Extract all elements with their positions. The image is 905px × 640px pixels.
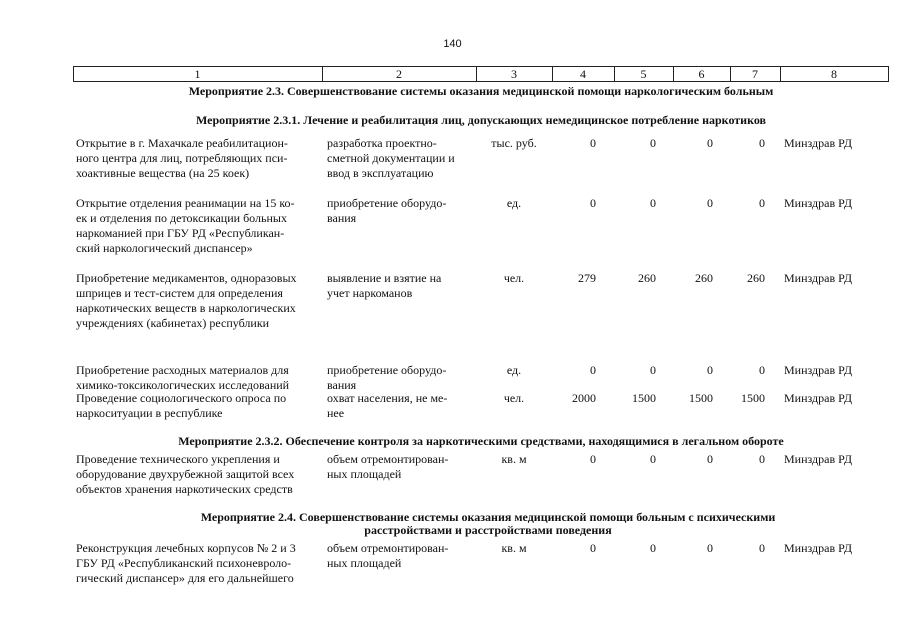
row-responsible: Минздрав РД xyxy=(784,391,853,405)
section-heading-2-3-2: Мероприятие 2.3.2. Обеспечение контроля за наркотическими средствами, находящимися в легальном обороте xyxy=(178,434,784,448)
row-value-col4: 0 xyxy=(590,136,596,150)
section-heading-2-3: Мероприятие 2.3. Совершенствование системы оказания медицинской помощи наркологическим больным xyxy=(188,84,774,98)
row-responsible: Минздрав РД xyxy=(784,196,853,210)
row-value-col7: 0 xyxy=(759,363,765,377)
row-value-col5: 1500 xyxy=(632,391,656,405)
row-name: Открытие отделения реанимации на 15 ко- ек и отделения по детоксикации больных наркоманией при ГБУ РД «Республикан- ский наркологический диспансер» xyxy=(76,196,295,255)
column-number: 3 xyxy=(511,67,517,81)
column-number: 8 xyxy=(831,67,837,81)
row-value-col6: 0 xyxy=(707,541,713,555)
row-indicator: выявление и взятие на учет наркоманов xyxy=(327,271,442,300)
row-value-col5: 0 xyxy=(650,363,656,377)
row-value-col4: 0 xyxy=(590,363,596,377)
row-value-col4: 0 xyxy=(590,541,596,555)
row-value-col4: 0 xyxy=(590,452,596,466)
row-value-col6: 0 xyxy=(707,136,713,150)
column-number: 1 xyxy=(194,67,201,81)
row-name: Приобретение расходных материалов для химико-токсикологических исследований xyxy=(76,363,290,392)
row-indicator: разработка проектно- сметной документации и ввод в эксплуатацию xyxy=(327,136,455,180)
row-responsible: Минздрав РД xyxy=(784,452,853,466)
row-indicator: приобретение оборудо- вания xyxy=(327,196,447,225)
row-indicator: охват населения, не ме- нее xyxy=(327,391,448,420)
column-number: 5 xyxy=(640,67,647,81)
row-unit: кв. м xyxy=(501,541,527,555)
row-responsible: Минздрав РД xyxy=(784,136,853,150)
row-value-col7: 0 xyxy=(759,541,765,555)
row-value-col7: 0 xyxy=(759,452,765,466)
column-number: 6 xyxy=(698,67,705,81)
row-responsible: Минздрав РД xyxy=(784,541,853,555)
row-name: Реконструкция лечебных корпусов № 2 и 3 ГБУ РД «Республиканский психоневроло- гический диспансер» для его дальнейшего xyxy=(76,541,296,585)
row-unit: тыс. руб. xyxy=(491,136,537,150)
row-unit: чел. xyxy=(503,271,525,285)
row-value-col6: 1500 xyxy=(689,391,713,405)
row-unit: ед. xyxy=(506,363,522,377)
row-value-col5: 0 xyxy=(650,196,656,210)
row-value-col7: 1500 xyxy=(741,391,765,405)
row-unit: чел. xyxy=(503,391,525,405)
row-value-col6: 0 xyxy=(707,452,713,466)
column-divider xyxy=(888,66,889,81)
row-name: Приобретение медикаментов, одноразовых шприцев и тест-систем для определения наркотических веществ в наркологических учреждениях (кабинетах) республики xyxy=(76,271,297,330)
row-unit: ед. xyxy=(506,196,522,210)
row-value-col6: 0 xyxy=(707,196,713,210)
row-value-col5: 0 xyxy=(650,136,656,150)
section-heading-2-3-1: Мероприятие 2.3.1. Лечение и реабилитация лиц, допускающих немедицинское потребление наркотиков xyxy=(195,113,767,127)
row-name: Открытие в г. Махачкале реабилитацион- ного центра для лиц, потребляющих пси- хоактивные вещества (на 25 коек) xyxy=(76,136,288,180)
row-indicator: приобретение оборудо- вания xyxy=(327,363,447,392)
row-value-col5: 0 xyxy=(650,452,656,466)
row-value-col7: 0 xyxy=(759,196,765,210)
row-name: Проведение технического укрепления и оборудование двухрубежной защитой всех объектов хранения наркотических средств xyxy=(76,452,295,496)
section-heading-2-4: Мероприятие 2.4. Совершенствование системы оказания медицинской помощи больным с психическими расстройствами и расстройствами поведения xyxy=(200,510,776,537)
row-value-col6: 0 xyxy=(707,363,713,377)
row-value-col7: 0 xyxy=(759,136,765,150)
row-value-col6: 260 xyxy=(695,271,713,285)
row-indicator: объем отремонтирован- ных площадей xyxy=(327,452,449,481)
row-value-col4: 279 xyxy=(578,271,596,285)
row-value-col4: 2000 xyxy=(572,391,596,405)
row-value-col5: 0 xyxy=(650,541,656,555)
row-value-col7: 260 xyxy=(747,271,765,285)
row-indicator: объем отремонтирован- ных площадей xyxy=(327,541,449,570)
column-number: 2 xyxy=(396,67,402,81)
row-unit: кв. м xyxy=(501,452,527,466)
column-number: 4 xyxy=(580,67,586,81)
page-number: 140 xyxy=(443,38,462,50)
row-responsible: Минздрав РД xyxy=(784,363,853,377)
row-responsible: Минздрав РД xyxy=(784,271,853,285)
row-name: Проведение социологического опроса по наркоситуации в республике xyxy=(76,391,287,420)
row-value-col4: 0 xyxy=(590,196,596,210)
row-value-col5: 260 xyxy=(638,271,656,285)
column-number: 7 xyxy=(752,67,758,81)
